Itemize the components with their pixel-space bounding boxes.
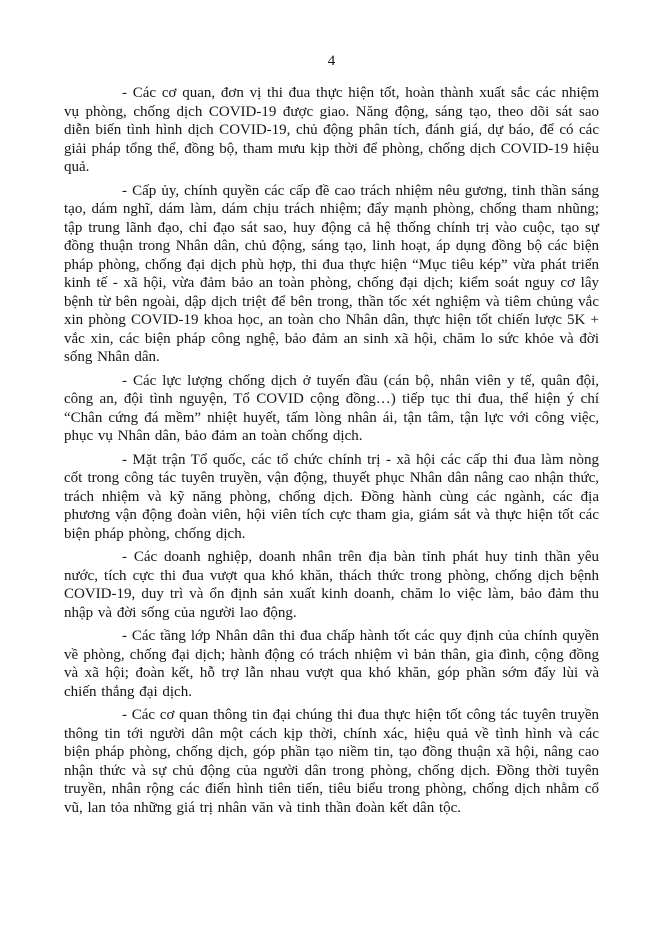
- paragraph-mass-media: - Các cơ quan thông tin đại chúng thi đua thực hiện tốt công tác tuyên truyền thông tin tới người dân một cách kịp thời, chính xác, hiệu quả về tình hình và các biện pháp phòng, chống dịch, góp phần tạo niềm tin, tạo đồng thuận xã hội, nâng cao nhận thức và sự chủ động của người dân trong phòng, chống dịch. Đồng thời tuyên truyền, nhân rộng các điển hình tiên tiến, tiêu biểu trong phòng, chống dịch nhằm cổ vũ, lan tỏa những giá trị nhân văn và tinh thần đoàn kết dân tộc.: [64, 707, 599, 816]
- paragraph-enterprises: - Các doanh nghiệp, doanh nhân trên địa bàn tỉnh phát huy tinh thần yêu nước, tích cực thi đua vượt qua khó khăn, thách thức trong phòng, chống dịch bệnh COVID-19, duy trì và ổn định sản xuất kinh doanh, chăm lo việc làm, bảo đảm thu nhập và đời sống của người lao động.: [64, 549, 599, 621]
- document-body: [64, 84, 599, 817]
- paragraph-party-committees: - Cấp ủy, chính quyền các cấp đề cao trách nhiệm nêu gương, tinh thần sáng tạo, dám nghĩ, dám làm, dám chịu trách nhiệm; đẩy mạnh phòng, chống tham nhũng; tập trung lãnh đạo, chỉ đạo sát sao, huy động cả hệ thống chính trị vào cuộc, tạo sự đồng thuận trong Nhân dân, chủ động, sáng tạo, linh hoạt, áp dụng đồng bộ các biện pháp phòng, chống đại dịch phù hợp, thi đua thực hiện “Mục tiêu kép” vừa phát triển kinh tế - xã hội, vừa đảm bảo an toàn phòng, chống đại dịch; kiểm soát nguy cơ lây bệnh từ bên ngoài, dập dịch triệt để bên trong, thần tốc xét nghiệm và tiêm chủng vắc xin phòng COVID-19 khoa học, an toàn cho Nhân dân, thực hiện tốt chiến lược 5K + vắc xin, các biện pháp công nghệ, bảo đảm an sinh xã hội, chăm lo sức khỏe và đời sống Nhân dân.: [64, 182, 599, 365]
- page-number: 4: [327, 53, 336, 69]
- paragraph-fatherland-front: - Mặt trận Tổ quốc, các tổ chức chính trị - xã hội các cấp thi đua làm nòng cốt trong công tác tuyên truyền, vận động, thuyết phục Nhân dân nâng cao nhận thức, trách nhiệm và kỹ năng phòng, chống dịch. Đồng hành cùng các ngành, các địa phương vận động đoàn viên, hội viên tích cực tham gia, giám sát và thực hiện tốt các biện pháp phòng, chống dịch.: [64, 451, 599, 542]
- paragraph-people-classes: - Các tầng lớp Nhân dân thi đua chấp hành tốt các quy định của chính quyền về phòng, chống đại dịch; hành động có trách nhiệm vì bản thân, gia đình, cộng đồng và xã hội; đoàn kết, hỗ trợ lẫn nhau vượt qua khó khăn, góp phần sớm đẩy lùi và chiến thắng đại dịch.: [64, 628, 599, 700]
- paragraph-frontline-forces: - Các lực lượng chống dịch ở tuyến đầu (cán bộ, nhân viên y tế, quân đội, công an, đội tình nguyện, Tổ COVID cộng đồng…) tiếp tục thi đua, thể hiện ý chí “Chân cứng đá mềm” nhiệt huyết, tấm lòng nhân ái, tận tâm, tận lực với công việc, phục vụ Nhân dân, bảo đảm an toàn chống dịch.: [64, 372, 599, 444]
- paragraph-agencies-units: - Các cơ quan, đơn vị thi đua thực hiện tốt, hoàn thành xuất sắc các nhiệm vụ phòng, chống dịch COVID-19 được giao. Năng động, sáng tạo, theo dõi sát sao diễn biến tình hình dịch COVID-19, chủ động phân tích, đánh giá, dự báo, để có các giải pháp tổng thể, đồng bộ, tham mưu kịp thời để phòng, chống dịch COVID-19 hiệu quả.: [64, 85, 599, 175]
